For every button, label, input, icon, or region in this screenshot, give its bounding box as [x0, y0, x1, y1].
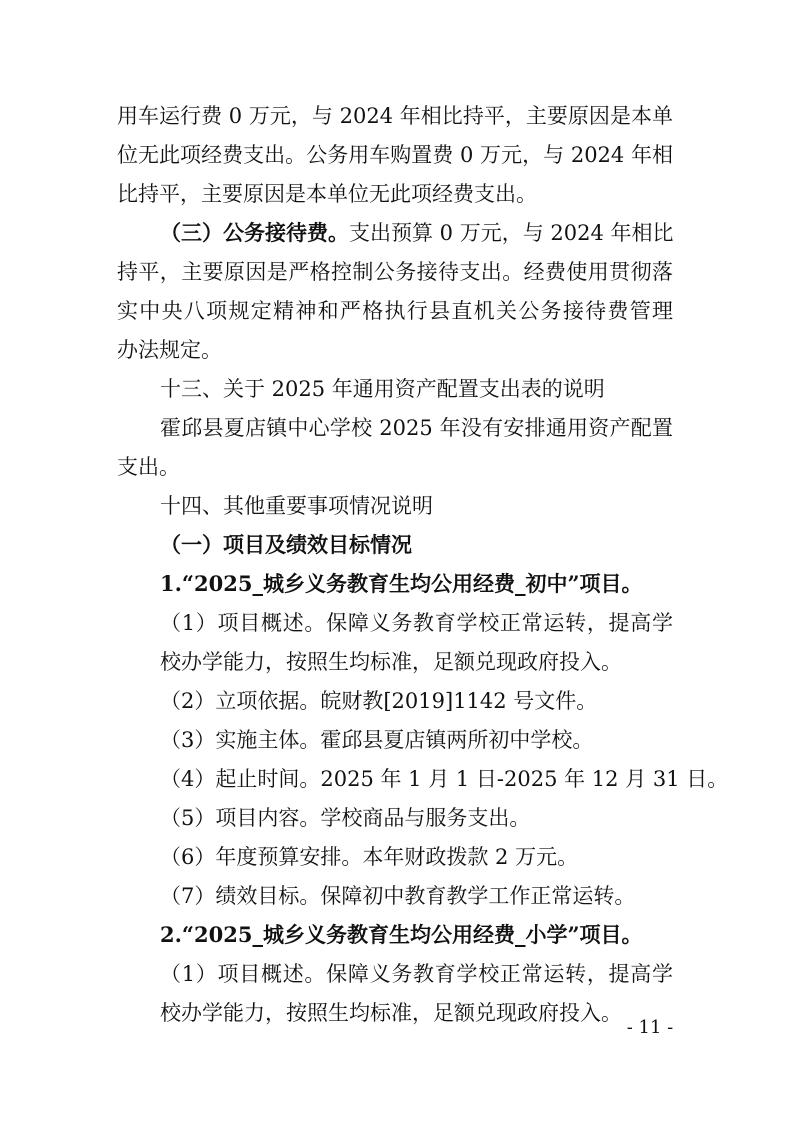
project-title-2: 2.“2025_城乡义务教育生均公用经费_小学”项目。: [160, 922, 643, 947]
text-line: （5）项目内容。学校商品与服务支出。: [160, 806, 531, 830]
text-line: 比持平，主要原因是本单位无此项经费支出。: [117, 182, 537, 206]
text-line: 支出。: [117, 455, 180, 479]
text-line: 校办学能力，按照生均标准，足额兑现政府投入。: [160, 1001, 622, 1025]
paragraph-line-hospitality: [160, 218, 673, 248]
text-line: 持平，主要原因是严格控制公务接待支出。经费使用贯彻落: [117, 260, 673, 284]
text-line: （6）年度预算安排。本年财政拨款 2 万元。: [160, 845, 579, 869]
text-line: 校办学能力，按照生均标准，足额兑现政府投入。: [160, 650, 622, 674]
text-segment: 支出预算 0 万元，与 2024 年相比: [349, 221, 674, 245]
text-line: （1）项目概述。保障义务教育学校正常运转，提高学: [160, 611, 673, 635]
section-heading-13: 十三、关于 2025 年通用资产配置支出表的说明: [160, 377, 605, 401]
section-heading-hospitality: （三）公务接待费。: [160, 220, 349, 245]
subsection-heading: （一）项目及绩效目标情况: [160, 532, 412, 557]
project-title-1: 1.“2025_城乡义务教育生均公用经费_初中”项目。: [160, 571, 643, 596]
text-line: 实中央八项规定精神和严格执行县直机关公务接待费管理: [117, 299, 673, 323]
section-heading-14: 十四、其他重要事项情况说明: [160, 494, 433, 518]
text-line: （7）绩效目标。保障初中教育教学工作正常运转。: [160, 884, 636, 908]
text-line: 办法规定。: [117, 338, 222, 362]
text-line: （4）起止时间。2025 年 1 月 1 日-2025 年 12 月 31 日。: [160, 767, 729, 791]
page-number: - 11 -: [626, 1017, 674, 1038]
text-line: 用车运行费 0 万元，与 2024 年相比持平，主要原因是本单: [117, 104, 673, 128]
text-line: （1）项目概述。保障义务教育学校正常运转，提高学: [160, 962, 673, 986]
text-line: 霍邱县夏店镇中心学校 2025 年没有安排通用资产配置: [160, 416, 673, 440]
text-line: （2）立项依据。皖财教[2019]1142 号文件。: [160, 689, 598, 713]
text-line: （3）实施主体。霍邱县夏店镇两所初中学校。: [160, 728, 594, 752]
text-line: 位无此项经费支出。公务用车购置费 0 万元，与 2024 年相: [117, 143, 673, 167]
